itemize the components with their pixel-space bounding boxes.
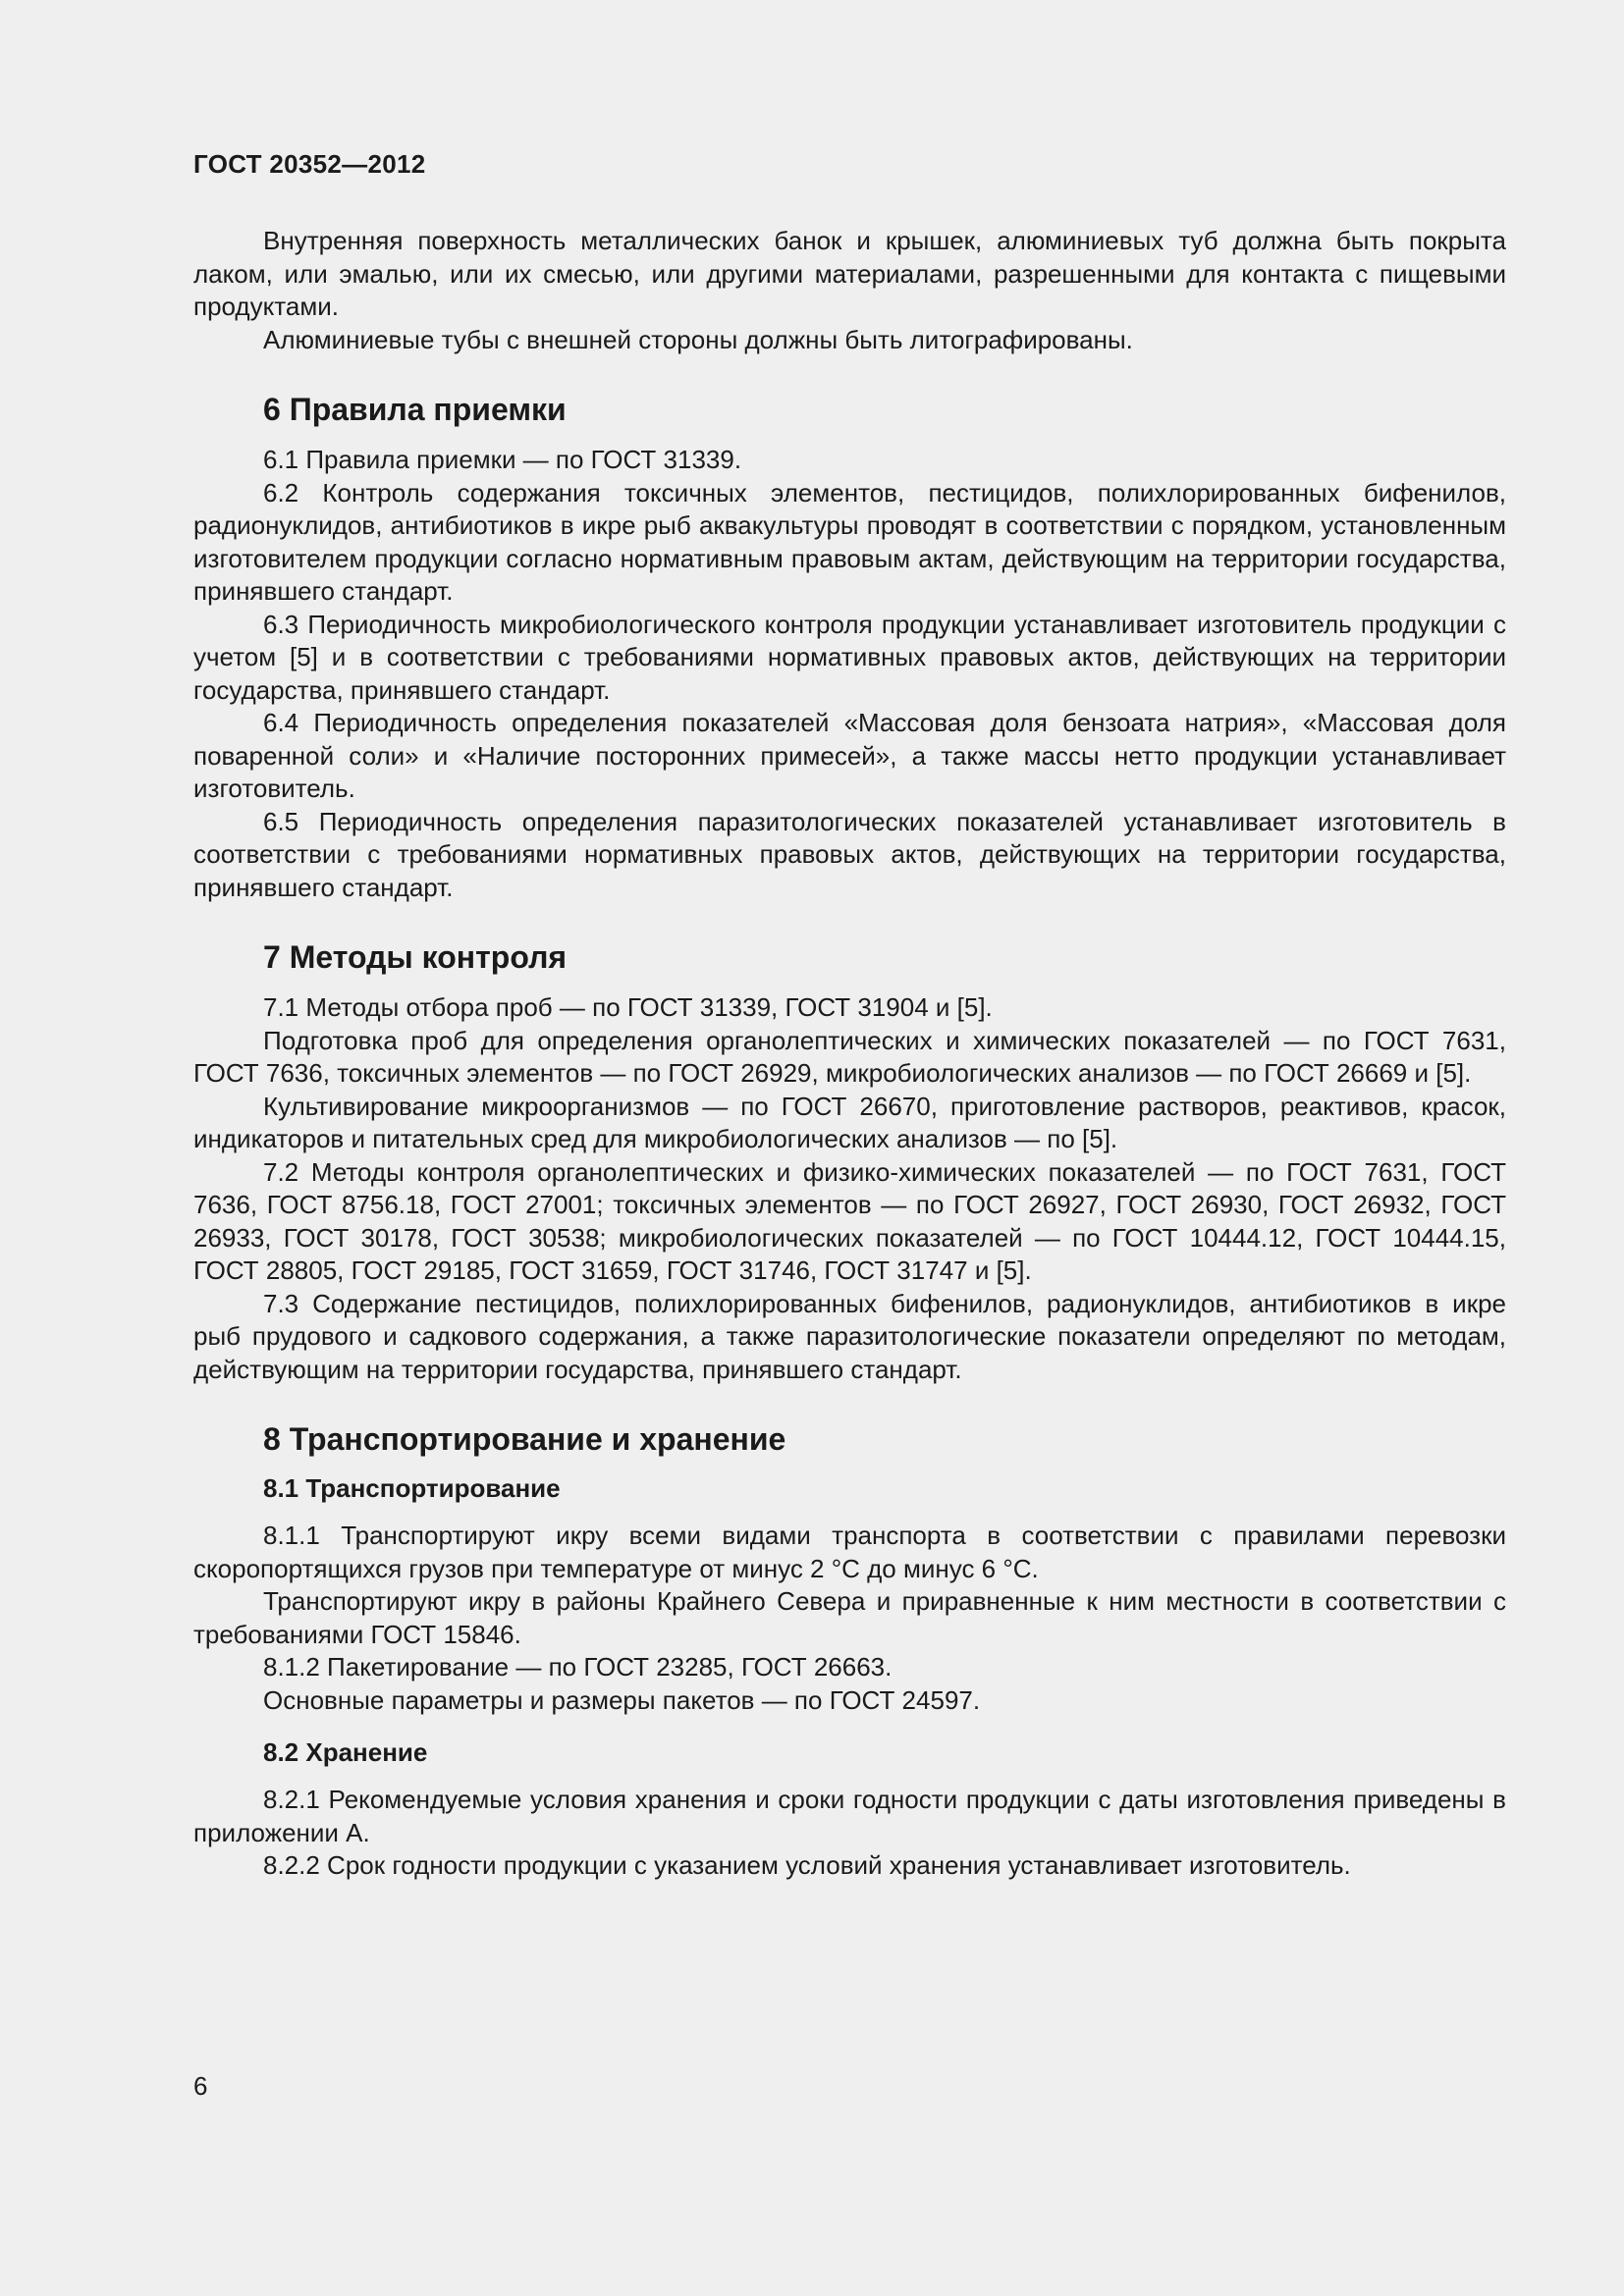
paragraph: 7.1 Методы отбора проб — по ГОСТ 31339, ГОСТ 31904 и [5]. [263, 992, 993, 1022]
paragraph: Подготовка проб для определения органолептических и химических показателей — по ГОСТ 7631, ГОСТ 7636, токсичных элементов — по ГОСТ 26929, микробиологических анализов — по ГОСТ 26669 и [5]. [193, 1025, 1506, 1088]
paragraph: 8.1.2 Пакетирование — по ГОСТ 23285, ГОСТ 26663. [263, 1652, 893, 1682]
paragraph: 8.1.1 Транспортируют икру всеми видами транспорта в соответствии с правилами перевозки скоропортящихся грузов при температуре от минус 2 °С до минус 6 °С. [193, 1521, 1506, 1583]
paragraph: Основные параметры и размеры пакетов — по ГОСТ 24597. [263, 1684, 981, 1715]
paragraph: 6.4 Периодичность определения показателей «Массовая доля бензоата натрия», «Массовая доля поваренной соли» и «Наличие посторонних примесей», а также массы нетто продукции устанавливает изготовитель. [193, 708, 1506, 803]
section-7-title: 7 Методы контроля [263, 939, 568, 975]
paragraph: Транспортируют икру в районы Крайнего Севера и приравненные к ним местности в соответствии с требованиями ГОСТ 15846. [193, 1586, 1506, 1649]
section-8-title: 8 Транспортирование и хранение [263, 1421, 786, 1457]
page-content [193, 225, 1506, 1883]
subsection-8-1-title: 8.1 Транспортирование [263, 1473, 561, 1503]
paragraph: 8.2.1 Рекомендуемые условия хранения и сроки годности продукции с даты изготовления приведены в приложении А. [193, 1785, 1506, 1847]
paragraph: Культивирование микроорганизмов — по ГОСТ 26670, приготовление растворов, реактивов, красок, индикаторов и питательных сред для микробиологических анализов — по [5]. [193, 1091, 1506, 1153]
paragraph: 7.2 Методы контроля органолептических и физико-химических показателей — по ГОСТ 7631, ГОСТ 7636, ГОСТ 8756.18, ГОСТ 27001; токсичных элементов — по ГОСТ 26927, ГОСТ 26930, ГОСТ 26932, ГОСТ 26933, ГОСТ 30178, ГОСТ 30538; микробиологических показателей — по ГОСТ 10444.12, ГОСТ 10444.15, ГОСТ 28805, ГОСТ 29185, ГОСТ 31659, ГОСТ 31746, ГОСТ 31747 и [5]. [193, 1156, 1506, 1285]
paragraph: 8.2.2 Срок годности продукции с указанием условий хранения устанавливает изготовитель. [263, 1850, 1351, 1880]
paragraph: 6.5 Периодичность определения паразитологических показателей устанавливает изготовитель в соответствии с требованиями нормативных правовых актов, действующих на территории государства, принявшего стандарт. [193, 806, 1506, 902]
document-header: ГОСТ 20352—2012 [193, 149, 426, 179]
paragraph: 6.3 Периодичность микробиологического контроля продукции устанавливает изготовитель продукции с учетом [5] и в соответствии с требованиями нормативных правовых актов, действующих на территории государства, принявшего стандарт. [193, 609, 1506, 705]
page-number: 6 [193, 2071, 208, 2101]
paragraph: Внутренняя поверхность металлических банок и крышек, алюминиевых туб должна быть покрыта лаком, или эмалью, или их смесью, или другими материалами, разрешенными для контакта с пищевыми продуктами. [193, 226, 1506, 321]
section-6-title: 6 Правила приемки [263, 392, 567, 427]
paragraph: 6.1 Правила приемки — по ГОСТ 31339. [263, 445, 742, 474]
paragraph: Алюминиевые тубы с внешней стороны должны быть литографированы. [263, 324, 1133, 354]
paragraph: 6.2 Контроль содержания токсичных элементов, пестицидов, полихлорированных бифенилов, радионуклидов, антибиотиков в икре рыб аквакультуры проводят в соответствии с порядком, установленным изготовителем продукции согласно нормативным правовым актам, действующим на территории государства, принявшего стандарт. [193, 477, 1506, 606]
paragraph: 7.3 Содержание пестицидов, полихлорированных бифенилов, радионуклидов, антибиотиков в икре рыб прудового и садкового содержания, а также паразитологические показатели определяют по методам, действующим на территории государства, принявшего стандарт. [193, 1288, 1506, 1384]
subsection-8-2-title: 8.2 Хранение [263, 1737, 428, 1767]
